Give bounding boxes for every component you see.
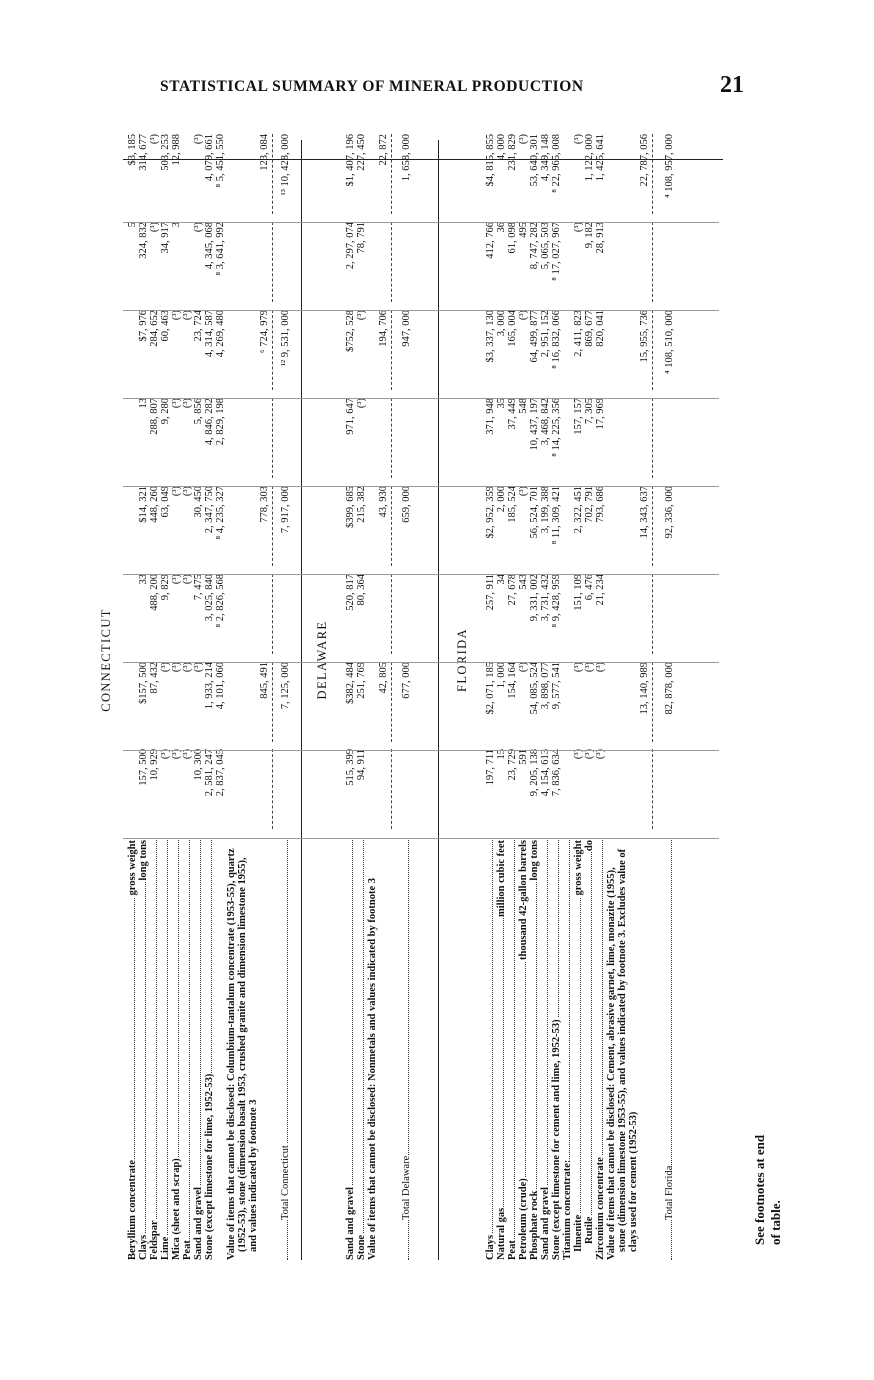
cell-value: 5 bbox=[127, 222, 138, 228]
cell-value: 94, 911 bbox=[356, 749, 367, 781]
total-separator bbox=[272, 222, 273, 302]
cell-value: (³) bbox=[573, 134, 584, 145]
cell-value: 10, 929 bbox=[149, 749, 160, 781]
cell-value: (³) bbox=[182, 662, 193, 673]
total-separator bbox=[272, 749, 273, 829]
cell-value: 371, 948 bbox=[485, 398, 496, 435]
cell-value: (³) bbox=[573, 222, 584, 233]
cell-value: (³) bbox=[356, 398, 367, 409]
row-label-text: Peat bbox=[182, 1240, 193, 1260]
cell-value: 34 bbox=[496, 574, 507, 585]
cell-value: 288, 807 bbox=[149, 398, 160, 435]
cell-value: 35 bbox=[496, 398, 507, 409]
cell-value: (³) bbox=[182, 310, 193, 321]
footnote-text: See footnotes at end of table. bbox=[752, 1134, 783, 1245]
cell-value: 4, 154, 613 bbox=[540, 749, 551, 797]
cell-value: ⁸ 17, 027, 967 bbox=[551, 222, 562, 281]
cell-value: 37, 449 bbox=[507, 398, 518, 430]
cell-value: 1, 425, 641 bbox=[595, 134, 606, 182]
cell-value: 4, 314, 587 bbox=[204, 310, 215, 358]
cell-value: 87, 432 bbox=[149, 662, 160, 694]
cell-value: 33 bbox=[138, 574, 149, 585]
cell-value: 53, 640, 301 bbox=[529, 134, 540, 187]
cell-value: 284, 652 bbox=[149, 310, 160, 347]
running-head: STATISTICAL SUMMARY OF MINERAL PRODUCTION bbox=[160, 78, 584, 95]
cell-value: 157, 500 bbox=[138, 749, 149, 786]
cell-value: 23, 729 bbox=[507, 749, 518, 781]
cell-value: $7, 976 bbox=[138, 310, 149, 342]
cell-value: (³) bbox=[160, 662, 171, 673]
total-value: 92, 336, 000 bbox=[664, 486, 675, 539]
cell-value: 22, 787, 056 bbox=[639, 134, 650, 187]
cell-value: 21, 234 bbox=[595, 574, 606, 606]
total-separator bbox=[272, 310, 273, 390]
cell-value: 3, 000 bbox=[496, 310, 507, 337]
cell-value: 4, 079, 661 bbox=[204, 134, 215, 182]
cell-value: (³) bbox=[573, 662, 584, 673]
row-label bbox=[584, 840, 595, 1260]
cell-value: 448, 260 bbox=[149, 486, 160, 523]
cell-value: ⁸ 9, 428, 959 bbox=[551, 574, 562, 628]
section-rule bbox=[301, 140, 302, 1260]
total-value: ¹² 9, 531, 000 bbox=[280, 310, 291, 367]
row-label bbox=[356, 840, 367, 1260]
section-title-connecticut: CONNECTICUT bbox=[99, 608, 113, 712]
cell-value: (³) bbox=[171, 486, 182, 497]
cell-value: 9, 331, 002 bbox=[529, 574, 540, 622]
total-separator bbox=[652, 398, 653, 478]
row-unit: million cubic feet bbox=[496, 840, 507, 917]
total-separator bbox=[391, 398, 392, 478]
cell-value: (³) bbox=[193, 222, 204, 233]
cell-value: 23, 724 bbox=[193, 310, 204, 342]
total-value: 677, 000 bbox=[401, 662, 412, 699]
total-value: 659, 000 bbox=[401, 486, 412, 523]
cell-value: 42, 805 bbox=[378, 662, 389, 694]
cell-value: 3 bbox=[171, 222, 182, 228]
row-label bbox=[496, 840, 507, 1260]
cell-value: 495 bbox=[518, 222, 529, 238]
undisclosed-items-label: Value of items that cannot be disclosed: Columbium-tantalum concentrate (1953-55), quartz (1952-53), stone (dimension basalt 1953, crushed granite and dimension limestone 1955), and values indicated by footnote 3 bbox=[226, 848, 259, 1260]
row-label bbox=[540, 840, 551, 1260]
section-rule bbox=[438, 140, 439, 1260]
row-label bbox=[127, 840, 138, 1260]
row-label bbox=[551, 840, 562, 1260]
cell-value: 60, 463 bbox=[160, 310, 171, 342]
cell-value: 78, 791 bbox=[356, 222, 367, 254]
total-separator bbox=[391, 486, 392, 566]
cell-value: (³) bbox=[171, 749, 182, 760]
row-label bbox=[485, 840, 496, 1260]
total-separator bbox=[652, 662, 653, 742]
row-label bbox=[595, 840, 606, 1260]
column-divider bbox=[123, 574, 719, 575]
row-unit: gross weight bbox=[127, 840, 138, 896]
cell-value: (³) bbox=[518, 662, 529, 673]
row-label-text: Sand and gravel bbox=[345, 1187, 356, 1260]
cell-value: 194, 706 bbox=[378, 310, 389, 347]
total-label-text: Total Connecticut bbox=[280, 1145, 291, 1220]
cell-value: (³) bbox=[149, 134, 160, 145]
cell-value: 2, 837, 045 bbox=[215, 749, 226, 797]
cell-value: 548 bbox=[518, 398, 529, 414]
undisclosed-items-label: Value of items that cannot be disclosed: Nonmetals and values indicated by footnote 3 bbox=[367, 878, 378, 1260]
cell-value: 3, 025, 840 bbox=[204, 574, 215, 622]
cell-value: ⁶ 724, 979 bbox=[259, 310, 270, 354]
total-separator bbox=[272, 662, 273, 742]
cell-value: 28, 913 bbox=[595, 222, 606, 254]
cell-value: 324, 832 bbox=[138, 222, 149, 259]
row-label-text: Ilmenite bbox=[573, 1214, 584, 1260]
row-label bbox=[171, 840, 182, 1260]
cell-value: (³) bbox=[193, 134, 204, 145]
cell-value: $2, 952, 359 bbox=[485, 486, 496, 539]
cell-value: 543 bbox=[518, 574, 529, 590]
cell-value: (³) bbox=[182, 749, 193, 760]
cell-value: $382, 484 bbox=[345, 662, 356, 704]
column-divider bbox=[123, 398, 719, 399]
cell-value: $14, 321 bbox=[138, 486, 149, 523]
cell-value: 3, 731, 432 bbox=[540, 574, 551, 622]
row-label-text: Sand and gravel bbox=[193, 1187, 204, 1260]
row-label-text: Lime bbox=[160, 1236, 171, 1260]
cell-value: (³) bbox=[518, 134, 529, 145]
cell-value: 1, 000 bbox=[496, 662, 507, 689]
row-label-text: Feldspar bbox=[149, 1220, 160, 1260]
row-label bbox=[345, 840, 356, 1260]
cell-value: ⁸ 4, 235, 327 bbox=[215, 486, 226, 540]
cell-value: 4, 345, 068 bbox=[204, 222, 215, 270]
cell-value: 15 bbox=[496, 749, 507, 760]
total-separator bbox=[652, 222, 653, 302]
row-label-text: Clays bbox=[485, 1234, 496, 1260]
cell-value: 3, 199, 388 bbox=[540, 486, 551, 534]
cell-value: $157, 500 bbox=[138, 662, 149, 704]
cell-value: 488, 200 bbox=[149, 574, 160, 611]
row-label bbox=[149, 840, 160, 1260]
cell-value: (³) bbox=[573, 749, 584, 760]
total-separator bbox=[272, 398, 273, 478]
row-label bbox=[573, 840, 584, 1260]
row-label bbox=[138, 840, 149, 1260]
cell-value: 27, 678 bbox=[507, 574, 518, 606]
total-value: 7, 125, 000 bbox=[280, 662, 291, 710]
cell-value: 215, 382 bbox=[356, 486, 367, 523]
total-separator bbox=[652, 134, 653, 214]
cell-value: 2, 411, 823 bbox=[573, 310, 584, 357]
cell-value: (³) bbox=[171, 398, 182, 409]
cell-value: (³) bbox=[518, 486, 529, 497]
cell-value: 36 bbox=[496, 222, 507, 233]
total-separator bbox=[391, 574, 392, 654]
row-label bbox=[182, 840, 193, 1260]
cell-value: 154, 164 bbox=[507, 662, 518, 699]
cell-value: (³) bbox=[182, 486, 193, 497]
cell-value: 820, 041 bbox=[595, 310, 606, 347]
cell-value: (³) bbox=[171, 662, 182, 673]
total-separator bbox=[391, 134, 392, 214]
row-label-text: Phosphate rock bbox=[529, 1190, 540, 1260]
row-label-text: Titanium concentrate: bbox=[562, 1159, 573, 1260]
cell-value: 9, 205, 138 bbox=[529, 749, 540, 797]
row-label bbox=[507, 840, 518, 1260]
cell-value: 702, 791 bbox=[584, 486, 595, 523]
cell-value: ⁸ 22, 965, 008 bbox=[551, 134, 562, 193]
column-divider bbox=[123, 222, 719, 223]
cell-value: 9, 182 bbox=[584, 222, 595, 249]
row-label bbox=[160, 840, 171, 1260]
cell-value: 4, 269, 480 bbox=[215, 310, 226, 358]
total-separator bbox=[391, 749, 392, 829]
cell-value: 515, 399 bbox=[345, 749, 356, 786]
cell-value: ⁸ 14, 225, 356 bbox=[551, 398, 562, 457]
rotated-table bbox=[95, 120, 745, 1260]
cell-value: (³) bbox=[171, 574, 182, 585]
cell-value: ⁸ 3, 641, 992 bbox=[215, 222, 226, 276]
cell-value: (³) bbox=[518, 310, 529, 321]
cell-value: 123, 084 bbox=[259, 134, 270, 171]
section-title-delaware: DELAWARE bbox=[315, 620, 329, 700]
cell-value: (³) bbox=[149, 222, 160, 233]
cell-value: 56, 524, 701 bbox=[529, 486, 540, 539]
column-divider bbox=[123, 750, 719, 751]
total-value: 1, 658, 000 bbox=[401, 134, 412, 182]
cell-value: (³) bbox=[193, 662, 204, 673]
row-label-text: Stone bbox=[356, 1234, 367, 1260]
cell-value: 10, 300 bbox=[193, 749, 204, 781]
cell-value: 10, 437, 197 bbox=[529, 398, 540, 451]
row-label-text: Stone (except limestone for cement and lime, 1952-53) bbox=[551, 1019, 562, 1260]
cell-value: 12, 988 bbox=[171, 134, 182, 166]
row-label-text: Natural gas bbox=[496, 1207, 507, 1260]
cell-value: $3, 185 bbox=[127, 134, 138, 166]
row-unit: gross weight bbox=[573, 840, 584, 896]
cell-value: 2, 322, 451 bbox=[573, 486, 584, 534]
cell-value: 4, 846, 282 bbox=[204, 398, 215, 446]
column-divider bbox=[123, 310, 719, 311]
row-label-text: Clays bbox=[138, 1234, 149, 1260]
cell-value: 6, 476 bbox=[584, 574, 595, 601]
column-divider bbox=[123, 662, 719, 663]
cell-value: 30, 450 bbox=[193, 486, 204, 518]
row-label-text: Petroleum (crude) bbox=[518, 1178, 529, 1260]
cell-value: 412, 766 bbox=[485, 222, 496, 259]
cell-value: 7, 836, 634 bbox=[551, 749, 562, 797]
cell-value: 61, 098 bbox=[507, 222, 518, 254]
row-label-text: Peat bbox=[507, 1240, 518, 1260]
cell-value: 1, 933, 214 bbox=[204, 662, 215, 710]
total-label bbox=[664, 840, 675, 1260]
cell-value: 793, 686 bbox=[595, 486, 606, 523]
row-label bbox=[204, 840, 215, 1260]
total-value: ⁴ 108, 957, 000 bbox=[664, 134, 675, 199]
cell-value: 2, 347, 750 bbox=[204, 486, 215, 534]
cell-value: 197, 711 bbox=[485, 749, 496, 786]
undisclosed-items-label: Value of items that cannot be disclosed: Cement, abrasive garnet, lime, monazite (1955), stone (dimension limestone 1953-55), and values indicated by footnote 3. Excludes value of clays used for cement (1952-53) bbox=[606, 848, 639, 1260]
cell-value: 13 bbox=[138, 398, 149, 409]
cell-value: 80, 364 bbox=[356, 574, 367, 606]
column-divider bbox=[123, 486, 719, 487]
cell-value: 5, 856 bbox=[193, 398, 204, 425]
total-label bbox=[401, 840, 412, 1260]
row-label-text: Rutile bbox=[584, 1216, 595, 1260]
cell-value: 15, 955, 736 bbox=[639, 310, 650, 363]
cell-value: 34, 917 bbox=[160, 222, 171, 254]
row-label-text: Beryllium concentrate bbox=[127, 1159, 138, 1260]
cell-value: 4, 101, 060 bbox=[215, 662, 226, 710]
total-separator bbox=[652, 574, 653, 654]
cell-value: 2, 000 bbox=[496, 486, 507, 513]
cell-value: 22, 872 bbox=[378, 134, 389, 166]
cell-value: 503, 253 bbox=[160, 134, 171, 171]
total-value: ¹³ 10, 428, 000 bbox=[280, 134, 291, 196]
cell-value: 2, 297, 074 bbox=[345, 222, 356, 270]
total-separator bbox=[652, 486, 653, 566]
cell-value: $752, 528 bbox=[345, 310, 356, 352]
cell-value: 3, 898, 077 bbox=[540, 662, 551, 710]
cell-value: (³) bbox=[182, 398, 193, 409]
cell-value: 231, 829 bbox=[507, 134, 518, 171]
total-separator bbox=[391, 222, 392, 302]
cell-value: 1, 122, 000 bbox=[584, 134, 595, 182]
total-value: 7, 917, 000 bbox=[280, 486, 291, 534]
cell-value: 8, 747, 282 bbox=[529, 222, 540, 270]
cell-value: ⁸ 5, 451, 550 bbox=[215, 134, 226, 188]
cell-value: $3, 337, 130 bbox=[485, 310, 496, 363]
cell-value: 165, 004 bbox=[507, 310, 518, 347]
total-separator bbox=[272, 574, 273, 654]
total-value: 947, 000 bbox=[401, 310, 412, 347]
total-separator bbox=[272, 134, 273, 214]
cell-value: 5, 065, 503 bbox=[540, 222, 551, 270]
cell-value: 4, 000 bbox=[496, 134, 507, 161]
cell-value: 2, 951, 152 bbox=[540, 310, 551, 358]
cell-value: 43, 930 bbox=[378, 486, 389, 518]
total-label bbox=[280, 840, 291, 1260]
total-label-text: Total Delaware bbox=[401, 1155, 412, 1220]
cell-value: $4, 815, 855 bbox=[485, 134, 496, 187]
cell-value: 63, 049 bbox=[160, 486, 171, 518]
cell-value: 227, 450 bbox=[356, 134, 367, 171]
cell-value: 13, 140, 989 bbox=[639, 662, 650, 715]
total-separator bbox=[391, 662, 392, 742]
cell-value: 7, 475 bbox=[193, 574, 204, 601]
cell-value: 869, 677 bbox=[584, 310, 595, 347]
cell-value: 778, 303 bbox=[259, 486, 270, 523]
row-label-text: Sand and gravel bbox=[540, 1187, 551, 1260]
page-number: 21 bbox=[720, 72, 744, 98]
cell-value: 3, 468, 842 bbox=[540, 398, 551, 446]
cell-value: 9, 280 bbox=[160, 398, 171, 425]
column-divider bbox=[123, 838, 719, 839]
row-label bbox=[562, 840, 573, 1260]
row-label-text: Mica (sheet and scrap) bbox=[171, 1158, 182, 1260]
cell-value: 9, 829 bbox=[160, 574, 171, 601]
cell-value: 151, 109 bbox=[573, 574, 584, 611]
row-unit: thousand 42-gallon barrels bbox=[518, 840, 529, 960]
row-unit: long tons bbox=[138, 840, 149, 881]
row-label bbox=[518, 840, 529, 1260]
cell-value: 7, 305 bbox=[584, 398, 595, 425]
cell-value: 591 bbox=[518, 749, 529, 765]
cell-value: 9, 577, 541 bbox=[551, 662, 562, 710]
total-separator bbox=[652, 749, 653, 829]
cell-value: (³) bbox=[356, 310, 367, 321]
cell-value: 314, 677 bbox=[138, 134, 149, 171]
cell-value: 2, 829, 198 bbox=[215, 398, 226, 446]
cell-value: 185, 524 bbox=[507, 486, 518, 523]
cell-value: (³) bbox=[182, 574, 193, 585]
cell-value: $2, 071, 185 bbox=[485, 662, 496, 715]
row-label-text: Zirconium concentrate bbox=[595, 1157, 606, 1260]
cell-value: ⁸ 16, 832, 066 bbox=[551, 310, 562, 369]
cell-value: (³) bbox=[160, 749, 171, 760]
total-value: ⁴ 108, 510, 000 bbox=[664, 310, 675, 375]
cell-value: ⁸ 11, 309, 421 bbox=[551, 486, 562, 545]
cell-value: (³) bbox=[584, 749, 595, 760]
row-label bbox=[529, 840, 540, 1260]
cell-value: 64, 499, 877 bbox=[529, 310, 540, 363]
cell-value: 845, 491 bbox=[259, 662, 270, 699]
cell-value: 14, 343, 637 bbox=[639, 486, 650, 539]
cell-value: 251, 769 bbox=[356, 662, 367, 699]
cell-value: 971, 647 bbox=[345, 398, 356, 435]
total-separator bbox=[272, 486, 273, 566]
cell-value: 54, 085, 524 bbox=[529, 662, 540, 715]
row-unit: long tons bbox=[529, 840, 540, 881]
cell-value: 4, 349, 148 bbox=[540, 134, 551, 182]
total-label-text: Total Florida bbox=[664, 1165, 675, 1220]
section-title-florida: FLORIDA bbox=[455, 628, 469, 692]
cell-value: (³) bbox=[595, 662, 606, 673]
cell-value: (³) bbox=[584, 662, 595, 673]
cell-value: 17, 969 bbox=[595, 398, 606, 430]
cell-value: 2, 581, 247 bbox=[204, 749, 215, 797]
total-value: 82, 878, 000 bbox=[664, 662, 675, 715]
cell-value: $1, 407, 196 bbox=[345, 134, 356, 187]
cell-value: 520, 817 bbox=[345, 574, 356, 611]
row-label bbox=[193, 840, 204, 1260]
cell-value: 257, 911 bbox=[485, 574, 496, 611]
row-unit: do bbox=[584, 840, 595, 852]
cell-value: $399, 685 bbox=[345, 486, 356, 528]
cell-value: 157, 157 bbox=[573, 398, 584, 435]
total-separator bbox=[652, 310, 653, 390]
row-label-text: Stone (except limestone for lime, 1952-53) bbox=[204, 1073, 215, 1260]
cell-value: ⁸ 2, 826, 568 bbox=[215, 574, 226, 628]
cell-value: (³) bbox=[595, 749, 606, 760]
total-separator bbox=[391, 310, 392, 390]
cell-value: (³) bbox=[171, 310, 182, 321]
